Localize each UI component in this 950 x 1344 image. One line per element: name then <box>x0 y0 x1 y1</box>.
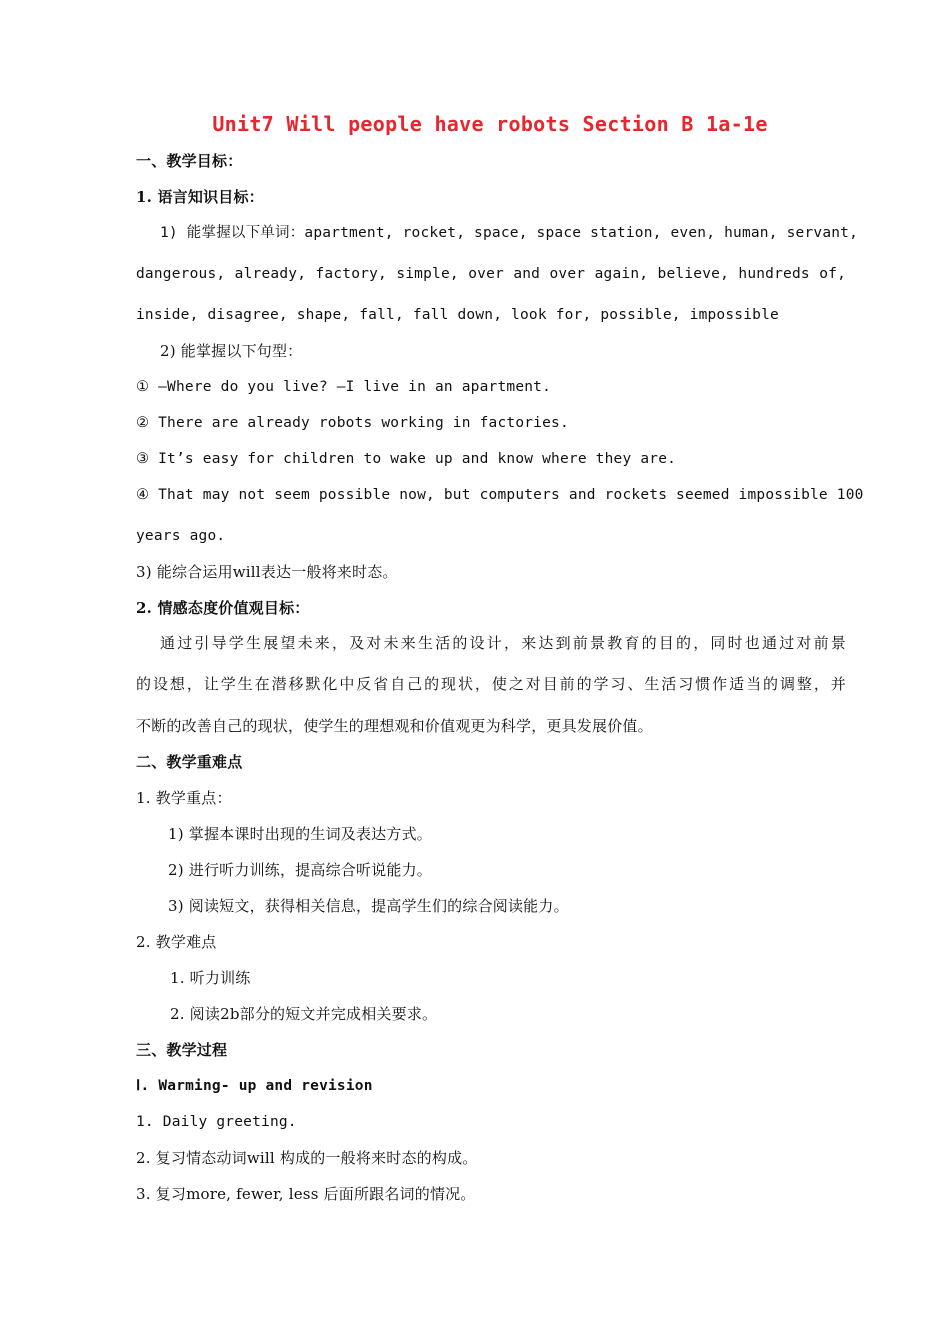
document-title: Unit7 Will people have robots Section B 1a-1e <box>212 112 768 136</box>
sentence-1: ① —Where do you live? —I live in an apartment. <box>136 379 552 395</box>
step-item-2: 2. 复习情态动词will 构成的一般将来时态的构成。 <box>136 1149 478 1167</box>
difficulty-2: 2. 阅读2b部分的短文并完成相关要求。 <box>170 1005 438 1023</box>
difficulty-1: 1. 听力训练 <box>170 969 251 987</box>
step-warming-up: Ⅰ. Warming- up and revision <box>136 1078 373 1094</box>
subheading-attitude-objectives: 2. 情感态度价值观目标： <box>136 599 310 617</box>
vocab-line-1: 1) 能掌握以下单词：apartment, rocket, space, space station, even, human, servant, <box>160 225 859 241</box>
attitude-paragraph-line-3: 不断的改善自己的现状，使学生的理想观和价值观更为科学，更具发展价值。 <box>136 717 653 735</box>
vocab-line-3: inside, disagree, shape, fall, fall down, look for, possible, impossible <box>136 307 779 323</box>
step-item-3: 3. 复习more, fewer, less 后面所跟名词的情况。 <box>136 1185 476 1203</box>
vocab-line-2: dangerous, already, factory, simple, over and over again, believe, hundreds of, <box>136 266 846 282</box>
sentence-pattern-intro: 2) 能掌握以下句型： <box>160 342 303 360</box>
key-points-heading: 1. 教学重点： <box>136 789 232 807</box>
step-item-1: 1. Daily greeting. <box>136 1114 297 1130</box>
section-heading-key-points: 二、教学重难点 <box>136 753 243 771</box>
sentence-3: ③ It’s easy for children to wake up and know where they are. <box>136 451 677 467</box>
key-point-2: 2) 进行听力训练，提高综合听说能力。 <box>168 861 432 879</box>
sentence-2: ② There are already robots working in factories. <box>136 415 569 431</box>
difficulties-heading: 2. 教学难点 <box>136 933 217 951</box>
key-point-1: 1) 掌握本课时出现的生词及表达方式。 <box>168 825 432 843</box>
attitude-paragraph-line-1: 通过引导学生展望未来，及对未来生活的设计，来达到前景教育的目的，同时也通过对前景 <box>160 634 846 652</box>
section-heading-objectives: 一、教学目标： <box>136 152 243 170</box>
sentence-4-line-1: ④ That may not seem possible now, but computers and rockets seemed impossible 100 <box>136 487 864 503</box>
attitude-paragraph-line-2: 的设想，让学生在潜移默化中反省自己的现状，使之对目前的学习、生活习惯作适当的调整，并 <box>136 675 846 693</box>
key-point-3: 3) 阅读短文，获得相关信息，提高学生们的综合阅读能力。 <box>168 897 569 915</box>
section-heading-teaching-process: 三、教学过程 <box>136 1041 228 1059</box>
subheading-language-objectives: 1. 语言知识目标： <box>136 188 264 206</box>
objective-item-3: 3) 能综合运用will表达一般将来时态。 <box>136 563 398 581</box>
sentence-4-line-2: years ago. <box>136 528 226 544</box>
